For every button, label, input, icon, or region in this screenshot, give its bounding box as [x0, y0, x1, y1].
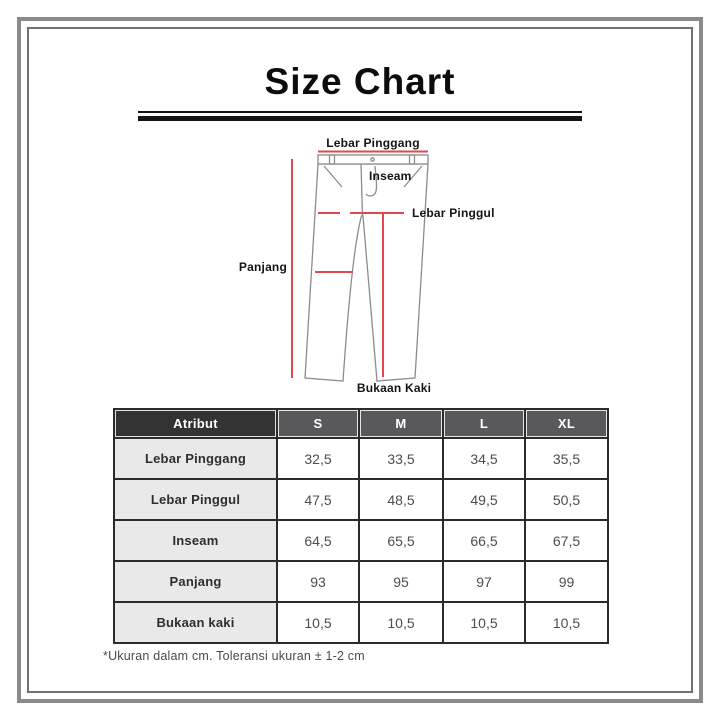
label-inseam: Inseam	[369, 169, 412, 183]
size-table	[113, 408, 609, 644]
pants-outline	[305, 155, 428, 381]
table-row	[114, 561, 608, 602]
cell-value: 65,5	[359, 520, 443, 561]
label-length: Panjang	[238, 260, 287, 274]
cell-value: 10,5	[443, 602, 525, 643]
row-label: Bukaan kaki	[114, 602, 277, 643]
cell-value: 49,5	[443, 479, 525, 520]
row-label: Inseam	[114, 520, 277, 561]
title-underline	[138, 111, 582, 121]
footnote: *Ukuran dalam cm. Toleransi ukuran ± 1-2 cm	[103, 649, 365, 663]
cell-value: 93	[277, 561, 359, 602]
cell-value: 35,5	[525, 438, 608, 479]
table-row	[114, 602, 608, 643]
label-waist: Lebar Pinggang	[326, 136, 420, 150]
column-header-s: S	[277, 409, 359, 438]
page-title: Size Chart	[264, 61, 456, 102]
table-row	[114, 438, 608, 479]
table-header-row	[114, 409, 608, 438]
cell-value: 50,5	[525, 479, 608, 520]
cell-value: 95	[359, 561, 443, 602]
cell-value: 34,5	[443, 438, 525, 479]
table-row	[114, 479, 608, 520]
row-label: Lebar Pinggang	[114, 438, 277, 479]
label-hip: Lebar Pinggul	[412, 206, 495, 220]
cell-value: 66,5	[443, 520, 525, 561]
cell-value: 67,5	[525, 520, 608, 561]
label-leg-opening: Bukaan Kaki	[356, 381, 432, 395]
cell-value: 48,5	[359, 479, 443, 520]
title-underline-thick	[138, 116, 582, 121]
column-header-atribut: Atribut	[114, 409, 277, 438]
cell-value: 10,5	[525, 602, 608, 643]
cell-value: 32,5	[277, 438, 359, 479]
cell-value: 10,5	[359, 602, 443, 643]
row-label: Panjang	[114, 561, 277, 602]
column-header-l: L	[443, 409, 525, 438]
cell-value: 97	[443, 561, 525, 602]
row-label: Lebar Pinggul	[114, 479, 277, 520]
pants-diagram	[230, 130, 500, 400]
column-header-m: M	[359, 409, 443, 438]
title-underline-thin	[138, 111, 582, 113]
column-header-xl: XL	[525, 409, 608, 438]
cell-value: 64,5	[277, 520, 359, 561]
table-row	[114, 520, 608, 561]
cell-value: 99	[525, 561, 608, 602]
cell-value: 33,5	[359, 438, 443, 479]
cell-value: 10,5	[277, 602, 359, 643]
cell-value: 47,5	[277, 479, 359, 520]
